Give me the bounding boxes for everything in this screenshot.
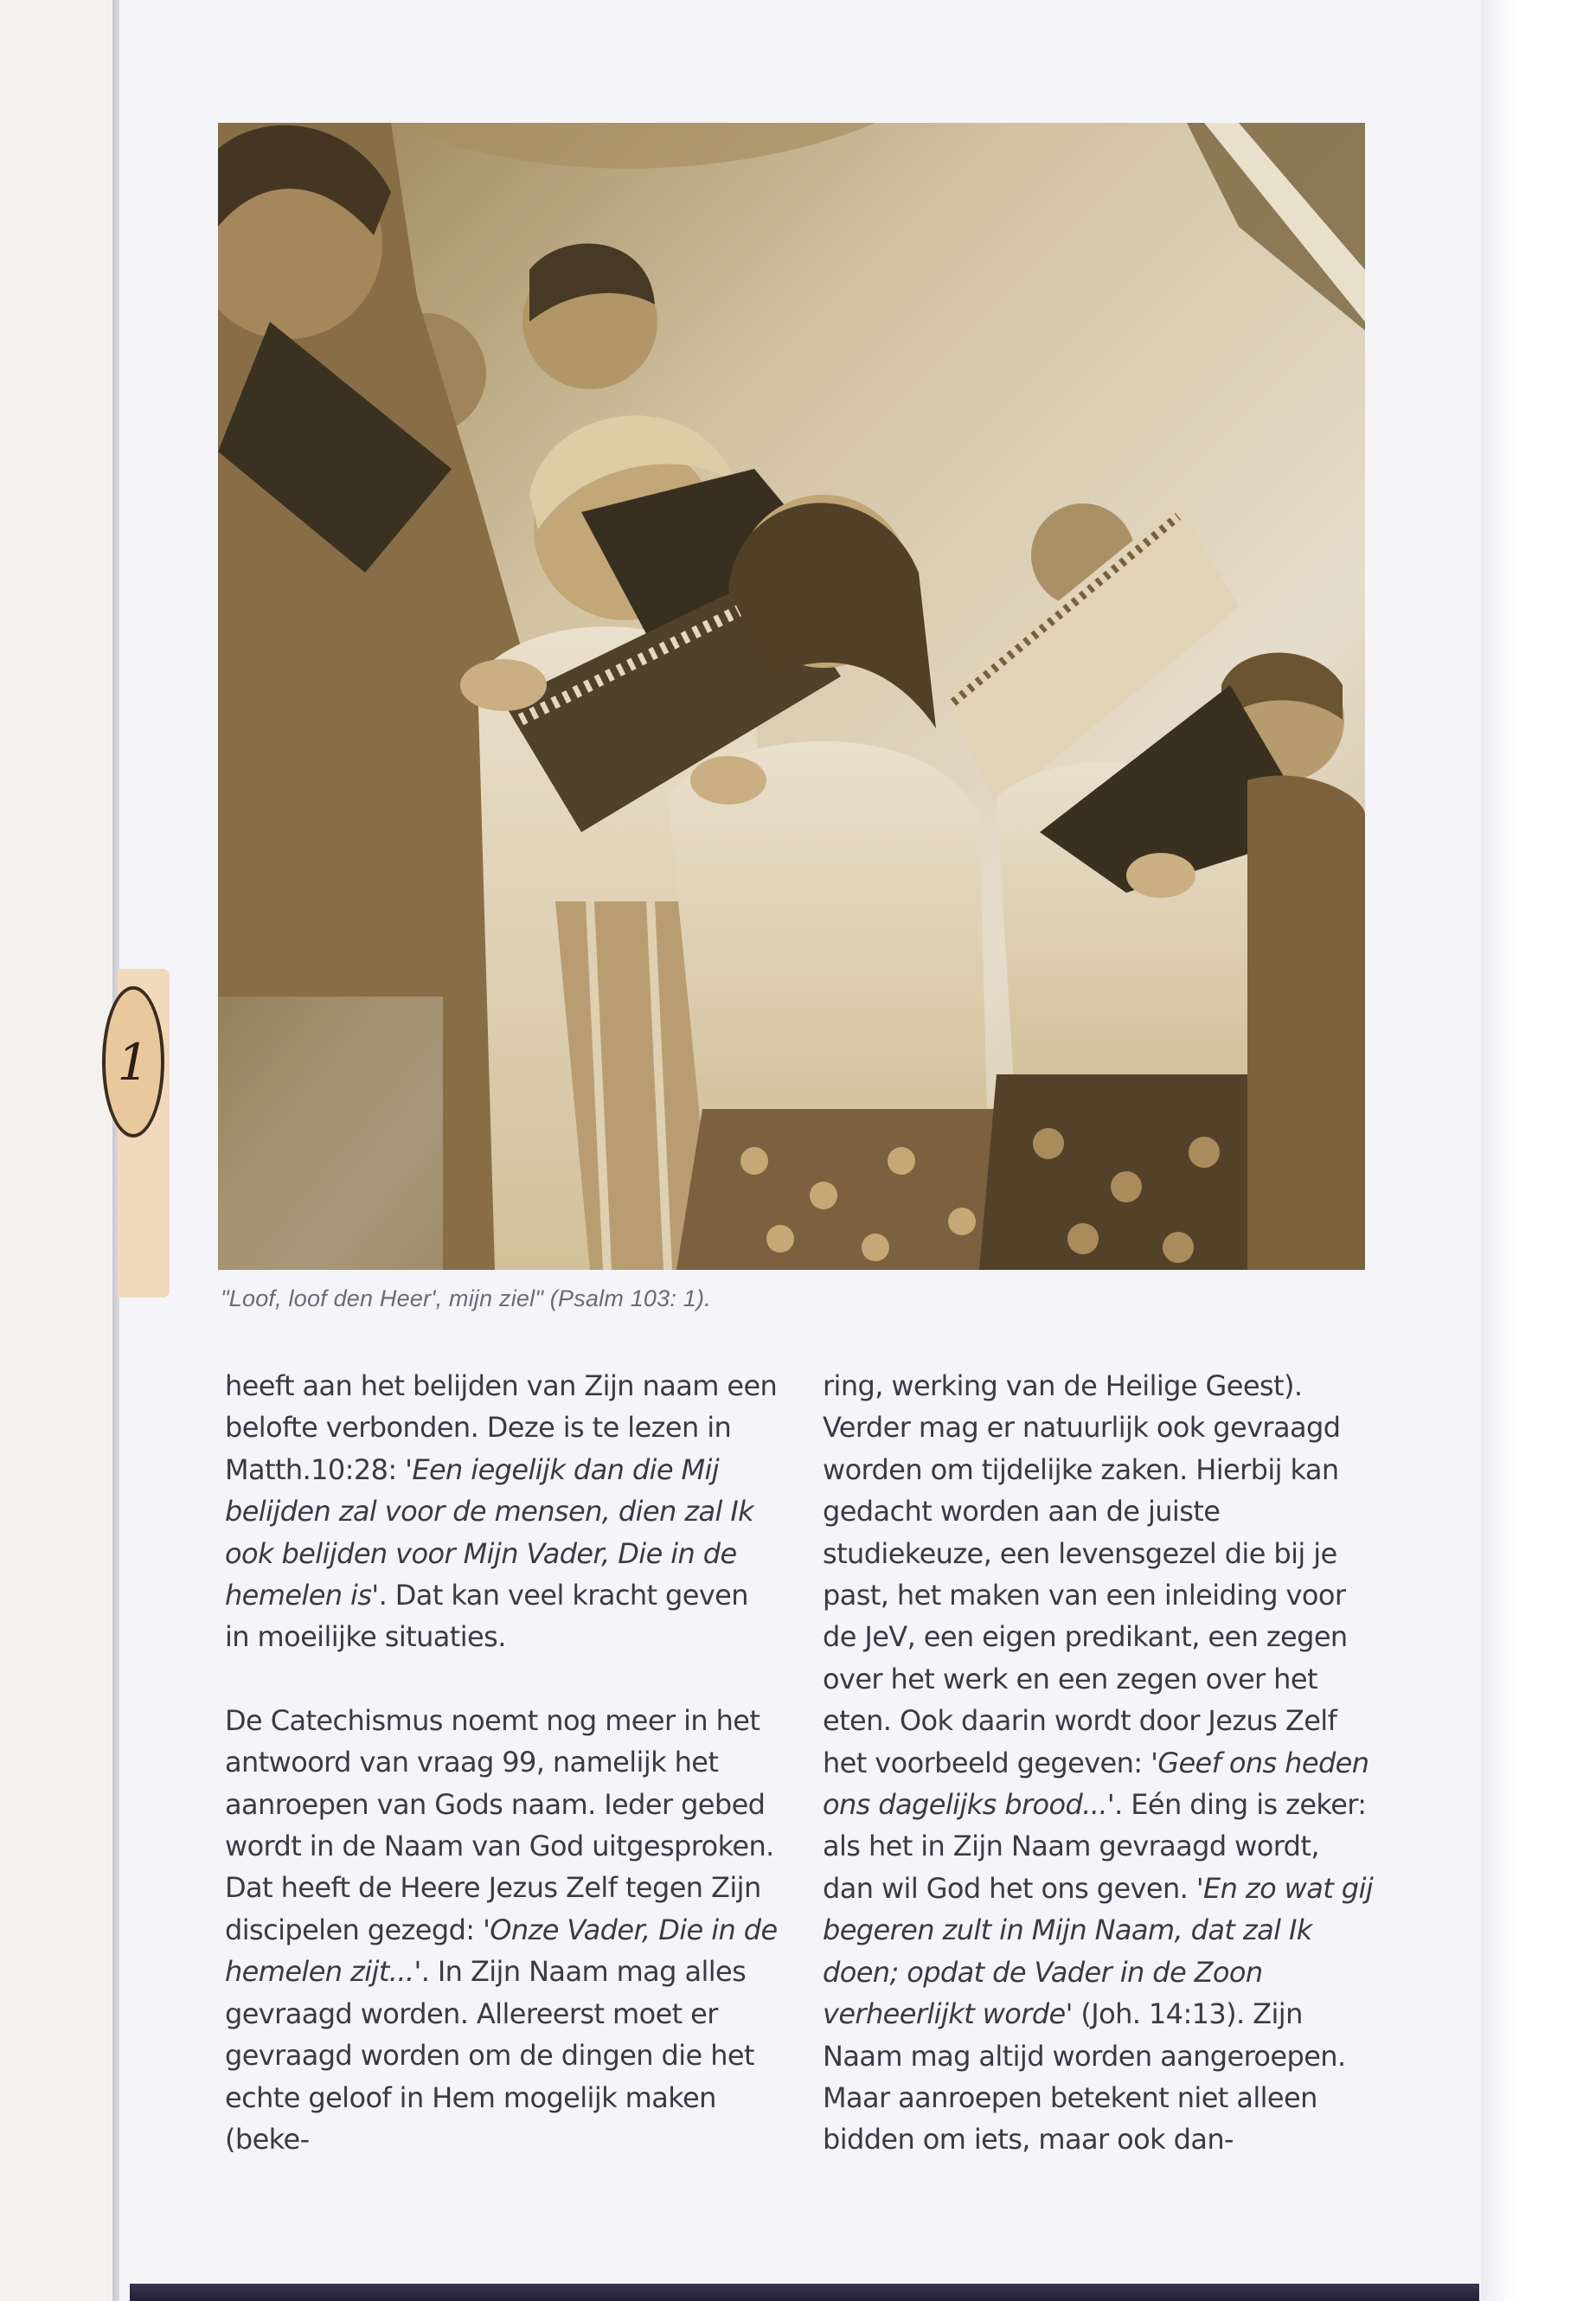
paragraph: heeft aan het belijden van Zijn naam een belofte verbonden. Deze is te lezen in Matth.10:28: 'Een iegelijk dan die Mij belijden zal voor de mensen, dien zal Ik ook belijden voor Mijn Vader, Die in de hemelen is'. Dat kan veel kracht geven in moeilijke situaties. (225, 1369, 778, 1654)
text-column-right (823, 1365, 1376, 2161)
paragraph: ring, werking van de Heilige Geest). Verder mag er natuurlijk ook gevraagd worden om tijdelijke zaken. Hierbij kan gedacht worden aan de juiste studiekeuze, een levensgezel die bij je past, het maken van een inleiding voor de JeV, een eigen predikant, een zegen over het werk en een zegen over het eten. Ook daarin wordt door Jezus Zelf het voorbeeld gegeven: 'Geef ons heden ons dagelijks brood...'. Eén ding is zeker: als het in Zijn Naam gevraagd wordt, dan wil God het ons geven. 'En zo wat gij begeren zult in Mijn Naam, dat zal Ik doen; opdat de Vader in de Zoon verheerlijkt worde' (Joh. 14:13). Zijn Naam mag altijd worden aangeroepen. Maar aanroepen betekent niet alleen bidden om iets, maar ook dan- (823, 1369, 1374, 2157)
page-right-edge (1481, 0, 1596, 2301)
photo-caption: "Loof, loof den Heer', mijn ziel" (Psalm 103: 1). (221, 1285, 711, 1311)
page-bottom-edge (130, 2284, 1479, 2301)
choir-photo (218, 123, 1365, 1270)
paragraph: De Catechismus noemt nog meer in het antwoord van vraag 99, namelijk het aanroepen van Gods naam. Ieder gebed wordt in de Naam van God uitgesproken. Dat heeft de Heere Jezus Zelf tegen Zijn discipelen gezegd: 'Onze Vader, Die in de hemelen zijt...'. In Zijn Naam mag alles gevraagd worden. Allereerst moet er gevraagd worden om de dingen die het echte geloof in Hem mogelijk maken (beke- (225, 1703, 778, 2156)
chapter-number: 1 (117, 1032, 150, 1092)
text-column-left (225, 1365, 779, 2160)
chapter-number-badge (102, 986, 164, 1138)
choir-photo-illustration (218, 123, 1365, 1270)
